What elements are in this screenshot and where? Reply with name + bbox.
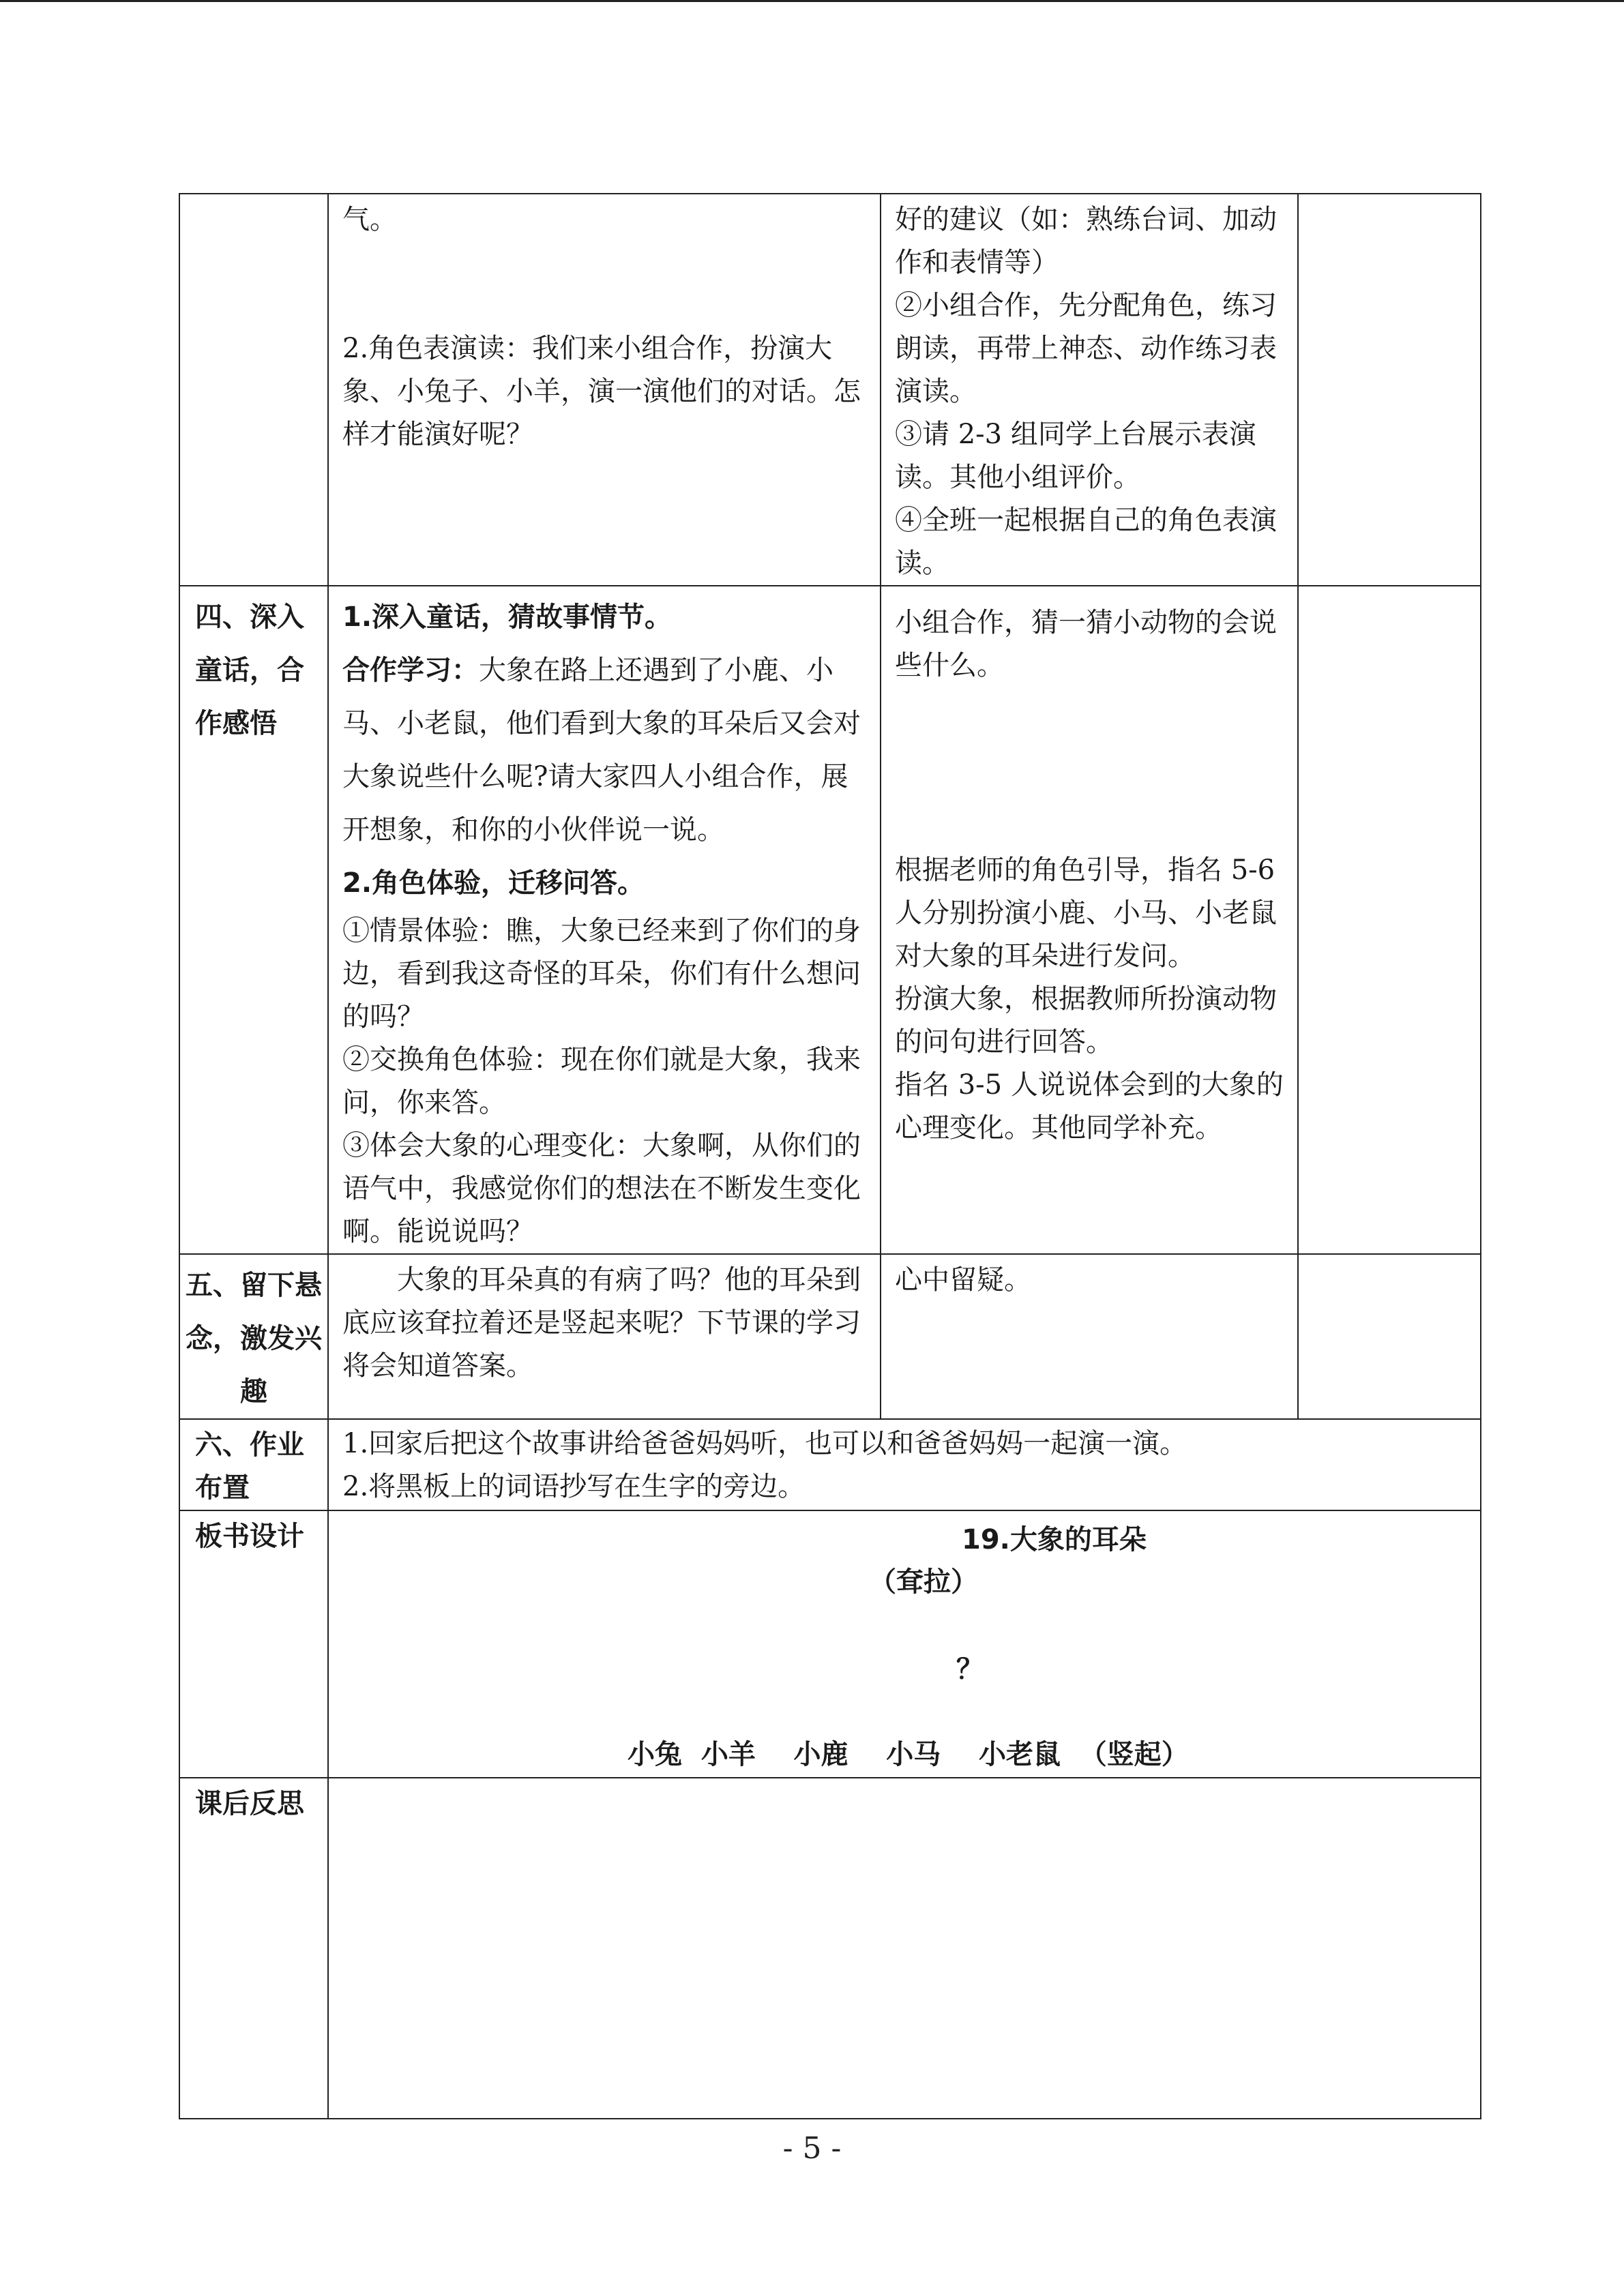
notes-cell <box>1298 1254 1481 1419</box>
student-text: 指名 3-5 人说说体会到的大象的心理变化。其他同学补充。 <box>895 1069 1284 1144</box>
teacher-text: ①情景体验：瞧，大象已经来到了你们的身边，看到我这奇怪的耳朵，你们有什么想问的吗？ <box>342 915 861 1032</box>
teacher-text: ②交换角色体验：现在你们就是大象，我来问，你来答。 <box>342 1044 861 1118</box>
student-activity-cell <box>881 1254 1298 1419</box>
table-row <box>179 1778 1481 2119</box>
student-text: 心中留疑。 <box>895 1264 1031 1296</box>
board-animals: 小兔 小羊 小鹿 小马 小老鼠 （竖起） <box>628 1739 1189 1770</box>
lesson-plan-table <box>179 193 1481 2119</box>
student-text: 扮演大象，根据教师所扮演动物的问句进行回答。 <box>895 983 1277 1058</box>
coop-text: 大象在路上还遇到了小鹿、小马、小老鼠，他们看到大象的耳朵后又会对大象说些什么呢?请大家四人小组合作，展开想象，和你的小伙伴说一说。 <box>342 655 861 846</box>
teacher-text <box>342 644 866 856</box>
notes-cell <box>1298 194 1481 586</box>
student-text: ③请 2-3 组同学上台展示表演读。其他小组评价。 <box>895 419 1256 493</box>
student-text: 根据老师的角色引导，指名 5-6 人分别扮演小鹿、小马、小老鼠对大象的耳朵进行发问。 <box>895 854 1277 972</box>
section-cell <box>179 1419 328 1510</box>
table-row <box>179 194 1481 586</box>
notes-cell <box>1298 586 1481 1254</box>
table-row <box>179 1419 1481 1510</box>
blackboard-layout <box>329 1511 1480 1777</box>
teacher-activity-cell <box>328 194 881 586</box>
section-cell <box>179 1778 328 2119</box>
teacher-text: 大象的耳朵真的有病了吗？他的耳朵到底应该耷拉着还是竖起来呢？下节课的学习将会知道答案。 <box>342 1264 861 1382</box>
coop-label: 合作学习： <box>342 655 479 686</box>
section-cell <box>179 586 328 1254</box>
student-text: ④全班一起根据自己的角色表演读。 <box>895 505 1277 579</box>
reflection-cell <box>328 1778 1481 2119</box>
student-activity-cell <box>881 586 1298 1254</box>
homework-item: 1.回家后把这个故事讲给爸爸妈妈听，也可以和爸爸妈妈一起演一演。 <box>342 1428 1187 1459</box>
page-number: - 5 - <box>782 2131 842 2166</box>
table-row <box>179 1254 1481 1419</box>
section-title: 板书设计 <box>195 1521 304 1552</box>
section-title: 课后反思 <box>195 1788 304 1819</box>
top-border-line <box>0 0 1624 2</box>
teacher-text: ③体会大象的心理变化：大象啊，从你们的语气中，我感觉你们的想法在不断发生变化啊。能说说吗？ <box>342 1130 861 1247</box>
section-title: 五、留下悬念，激发兴趣 <box>186 1270 322 1407</box>
table-row <box>179 1510 1481 1778</box>
board-question: ？ <box>956 1654 984 1685</box>
student-activity-cell <box>881 194 1298 586</box>
homework-cell <box>328 1419 1481 1510</box>
section-title: 四、深入童话，合作感悟 <box>195 601 304 739</box>
student-text: ②小组合作，先分配角色，练习朗读，再带上神态、动作练习表演读。 <box>895 290 1277 407</box>
table-row <box>179 586 1481 1254</box>
teacher-activity-cell <box>328 1254 881 1419</box>
student-text: 小组合作，猜一猜小动物的会说些什么。 <box>895 607 1277 681</box>
homework-item: 2.将黑板上的词语抄写在生字的旁边。 <box>342 1471 806 1502</box>
board-sub: （耷拉） <box>869 1566 978 1598</box>
teacher-text: 气。 <box>342 204 397 235</box>
board-title: 19.大象的耳朵 <box>962 1524 1147 1555</box>
section-cell <box>179 1254 328 1419</box>
student-text: 好的建议（如：熟练台词、加动作和表情等） <box>895 204 1277 278</box>
teacher-text: 2.角色表演读：我们来小组合作，扮演大象、小兔子、小羊，演一演他们的对话。怎样才能演好呢？ <box>342 333 861 450</box>
section-title: 六、作业布置 <box>195 1429 304 1504</box>
step-heading: 1.深入童话，猜故事情节。 <box>342 601 673 633</box>
section-cell <box>179 1510 328 1778</box>
teacher-activity-cell <box>328 586 881 1254</box>
section-cell <box>179 194 328 586</box>
step-heading: 2.角色体验，迁移问答。 <box>342 867 645 899</box>
blackboard-cell <box>328 1510 1481 1778</box>
